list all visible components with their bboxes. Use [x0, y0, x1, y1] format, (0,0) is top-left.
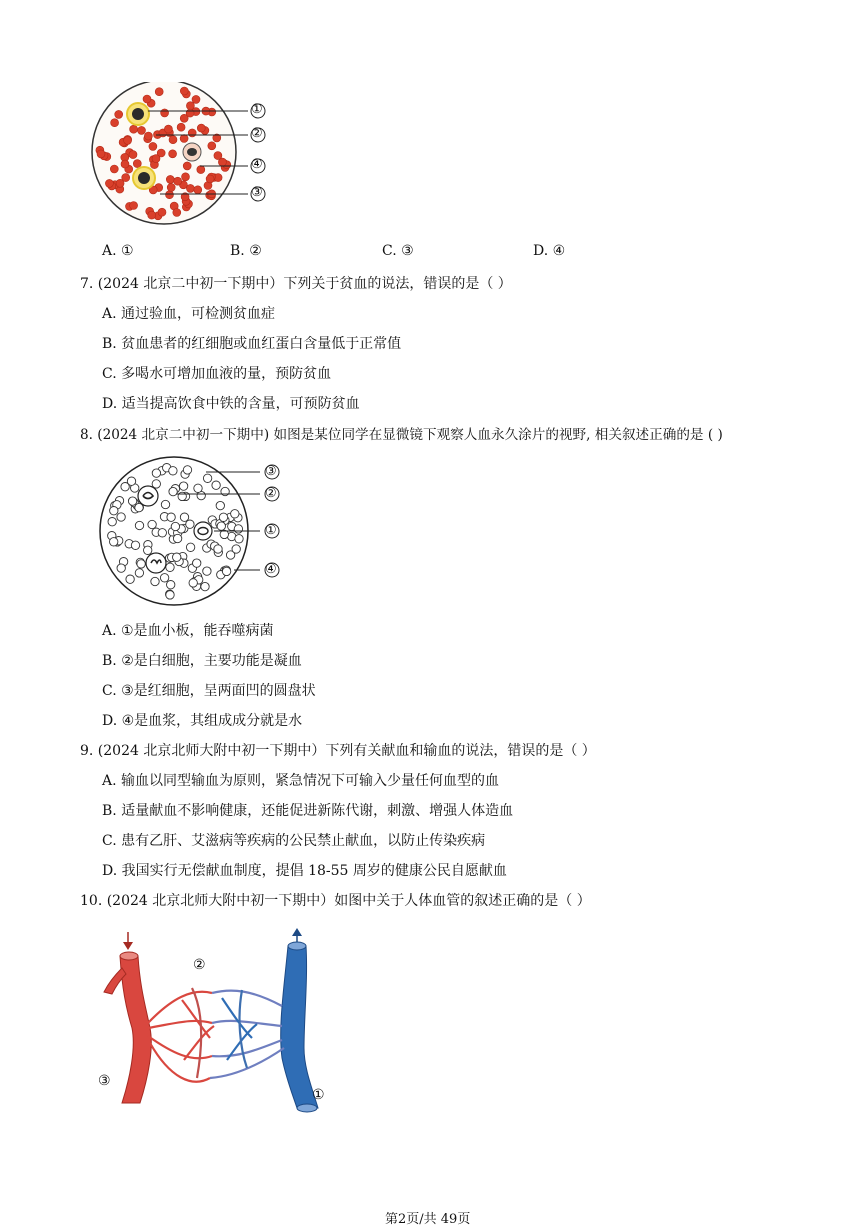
- blood-cell: [171, 522, 179, 530]
- blood-cell: [232, 545, 240, 553]
- red-blood-cell: [183, 162, 191, 170]
- red-blood-cell: [169, 136, 177, 144]
- q7-stem: 7. (2024 北京二中初一下期中）下列关于贫血的说法，错误的是（ ）: [80, 276, 512, 292]
- red-blood-cell: [197, 166, 205, 174]
- blood-cell: [166, 563, 174, 571]
- q9-stem: 9. (2024 北京北师大附中初一下期中）下列有关献血和输血的说法，错误的是（ ）: [80, 743, 596, 759]
- blood-cell: [216, 501, 224, 509]
- red-blood-cell: [149, 142, 157, 150]
- red-blood-cell: [130, 125, 138, 133]
- red-blood-cell: [129, 151, 137, 159]
- blood-cell: [203, 567, 211, 575]
- q6-label-4: ④: [251, 157, 263, 172]
- red-blood-cell: [180, 87, 188, 95]
- red-blood-cell: [186, 109, 194, 117]
- blood-cell: [173, 534, 181, 542]
- blood-cell: [135, 569, 143, 577]
- blood-cell: [222, 567, 230, 575]
- red-blood-cell: [208, 142, 216, 150]
- blood-cell: [148, 520, 156, 528]
- red-blood-cell: [188, 129, 196, 137]
- red-blood-cell: [158, 208, 166, 216]
- q8-stem: 8. (2024 北京二中初一下期中) 如图是某位同学在显微镜下观察人血永久涂片的视野, 相关叙述正确的是 ( ): [80, 427, 723, 443]
- blood-cell: [126, 575, 134, 583]
- blood-cell: [160, 574, 168, 582]
- q10-label-1: ①: [312, 1087, 325, 1103]
- q10-label-3: ③: [98, 1073, 111, 1089]
- q10-stem: 10. (2024 北京北师大附中初一下期中）如图中关于人体血管的叙述正确的是（ ）: [80, 893, 591, 909]
- red-blood-cell: [110, 165, 118, 173]
- blood-cell: [131, 541, 139, 549]
- blood-cell: [167, 513, 175, 521]
- red-blood-cell: [192, 95, 200, 103]
- red-blood-cell: [166, 175, 174, 183]
- q10-label-2: ②: [193, 957, 206, 973]
- red-blood-cell: [138, 126, 146, 134]
- red-blood-cell: [105, 179, 113, 187]
- red-blood-cell: [164, 125, 172, 133]
- blood-cell: [180, 513, 188, 521]
- blood-cell: [110, 507, 118, 515]
- red-blood-cell: [194, 186, 202, 194]
- red-blood-cell: [115, 110, 123, 118]
- red-blood-cell: [122, 174, 130, 182]
- blood-cell: [234, 525, 242, 533]
- blood-cell: [169, 467, 177, 475]
- red-blood-cell: [148, 211, 156, 219]
- blood-cell: [166, 591, 174, 599]
- blood-cell: [193, 559, 201, 567]
- blood-cell: [201, 582, 209, 590]
- q8-label-4: ④: [265, 562, 277, 577]
- blood-cell: [117, 564, 125, 572]
- red-blood-cell: [121, 160, 129, 168]
- red-blood-cell: [197, 124, 205, 132]
- q7-option-a[interactable]: A. 通过验血，可检测贫血症: [102, 306, 276, 322]
- red-blood-cell: [133, 160, 141, 168]
- red-blood-cell: [206, 175, 214, 183]
- blood-cell: [152, 480, 160, 488]
- red-blood-cell: [169, 150, 177, 158]
- blood-cell: [152, 469, 160, 477]
- blood-cell: [169, 487, 177, 495]
- q10-blood-vessel-figure: [92, 928, 342, 1113]
- red-blood-cell: [130, 202, 138, 210]
- blood-cell: [127, 477, 135, 485]
- q9-option-b[interactable]: B. 适量献血不影响健康，还能促进新陈代谢，刺激、增强人体造血: [102, 803, 514, 819]
- q6-label-3: ③: [251, 185, 263, 200]
- red-blood-cell: [143, 95, 151, 103]
- q8-option-b[interactable]: B. ②是白细胞，主要功能是凝血: [102, 653, 302, 669]
- blood-cell: [219, 513, 227, 521]
- red-blood-cell: [144, 132, 152, 140]
- q7-option-c[interactable]: C. 多喝水可增加血液的量，预防贫血: [102, 366, 332, 382]
- blood-cell: [137, 560, 145, 568]
- q6-option-b[interactable]: B. ②: [230, 243, 262, 259]
- red-blood-cell: [186, 184, 194, 192]
- blood-cell: [117, 513, 125, 521]
- blood-cell: [110, 538, 118, 546]
- blood-cell: [186, 520, 194, 528]
- blood-cell: [108, 518, 116, 526]
- blood-cell: [186, 543, 194, 551]
- red-blood-cell: [177, 123, 185, 131]
- q7-option-d[interactable]: D. 适当提高饮食中铁的含量，可预防贫血: [102, 396, 360, 412]
- q6-option-d[interactable]: D. ④: [533, 243, 566, 259]
- blood-cell: [203, 474, 211, 482]
- blood-cell: [214, 545, 222, 553]
- red-blood-cell: [161, 109, 169, 117]
- red-blood-cell: [214, 152, 222, 160]
- q9-option-d[interactable]: D. 我国实行无偿献血制度，提倡 18-55 周岁的健康公民自愿献血: [102, 863, 507, 879]
- blood-cell: [135, 521, 143, 529]
- blood-cell: [161, 500, 169, 508]
- red-blood-cell: [173, 209, 181, 217]
- blood-cell: [144, 546, 152, 554]
- q10-blood-vessel-svg: [92, 928, 342, 1113]
- q6-label-1: ①: [251, 102, 263, 117]
- q8-option-a[interactable]: A. ①是血小板，能吞噬病菌: [102, 623, 274, 639]
- blood-cell: [128, 497, 136, 505]
- blood-cell: [235, 535, 243, 543]
- blood-cell: [158, 529, 166, 537]
- page-number-footer: 第2页/共 49页: [385, 1212, 471, 1227]
- q8-label-1: ①: [265, 523, 277, 538]
- q9-option-a[interactable]: A. 输血以同型输血为原则，紧急情况下可输入少量任何血型的血: [102, 773, 500, 789]
- red-blood-cell: [167, 183, 175, 191]
- red-blood-cell: [97, 150, 105, 158]
- red-blood-cell: [182, 173, 190, 181]
- red-blood-cell: [124, 136, 132, 144]
- q6-option-a[interactable]: A. ①: [102, 243, 134, 259]
- red-blood-cell: [152, 155, 160, 163]
- blood-cell: [212, 481, 220, 489]
- red-blood-cell: [166, 191, 174, 199]
- red-blood-cell: [186, 102, 194, 110]
- blood-cell: [173, 553, 181, 561]
- red-blood-cell: [111, 119, 119, 127]
- q8-option-d[interactable]: D. ④是血浆，其组成成分就是水: [102, 713, 303, 729]
- blood-cell: [179, 482, 187, 490]
- blood-cell: [189, 579, 197, 587]
- blood-cell: [167, 581, 175, 589]
- blood-cell: [217, 522, 225, 530]
- blood-cell: [231, 510, 239, 518]
- q8-label-2: ②: [265, 486, 277, 501]
- q7-option-b[interactable]: B. 贫血患者的红细胞或血红蛋白含量低于正常值: [102, 336, 402, 352]
- q8-option-c[interactable]: C. ③是红细胞，呈两面凹的圆盘状: [102, 683, 316, 699]
- q6-label-2: ②: [251, 126, 263, 141]
- blood-cell: [151, 577, 159, 585]
- red-blood-cell: [155, 88, 163, 96]
- q9-option-c[interactable]: C. 患有乙肝、艾滋病等疾病的公民禁止献血，以防止传染疾病: [102, 833, 486, 849]
- blood-cell: [178, 492, 186, 500]
- q8-label-3: ③: [265, 464, 277, 479]
- blood-cell: [183, 466, 191, 474]
- red-blood-cell: [174, 177, 182, 185]
- blood-cell: [194, 484, 202, 492]
- red-blood-cell: [180, 135, 188, 143]
- q6-option-c[interactable]: C. ③: [382, 243, 414, 259]
